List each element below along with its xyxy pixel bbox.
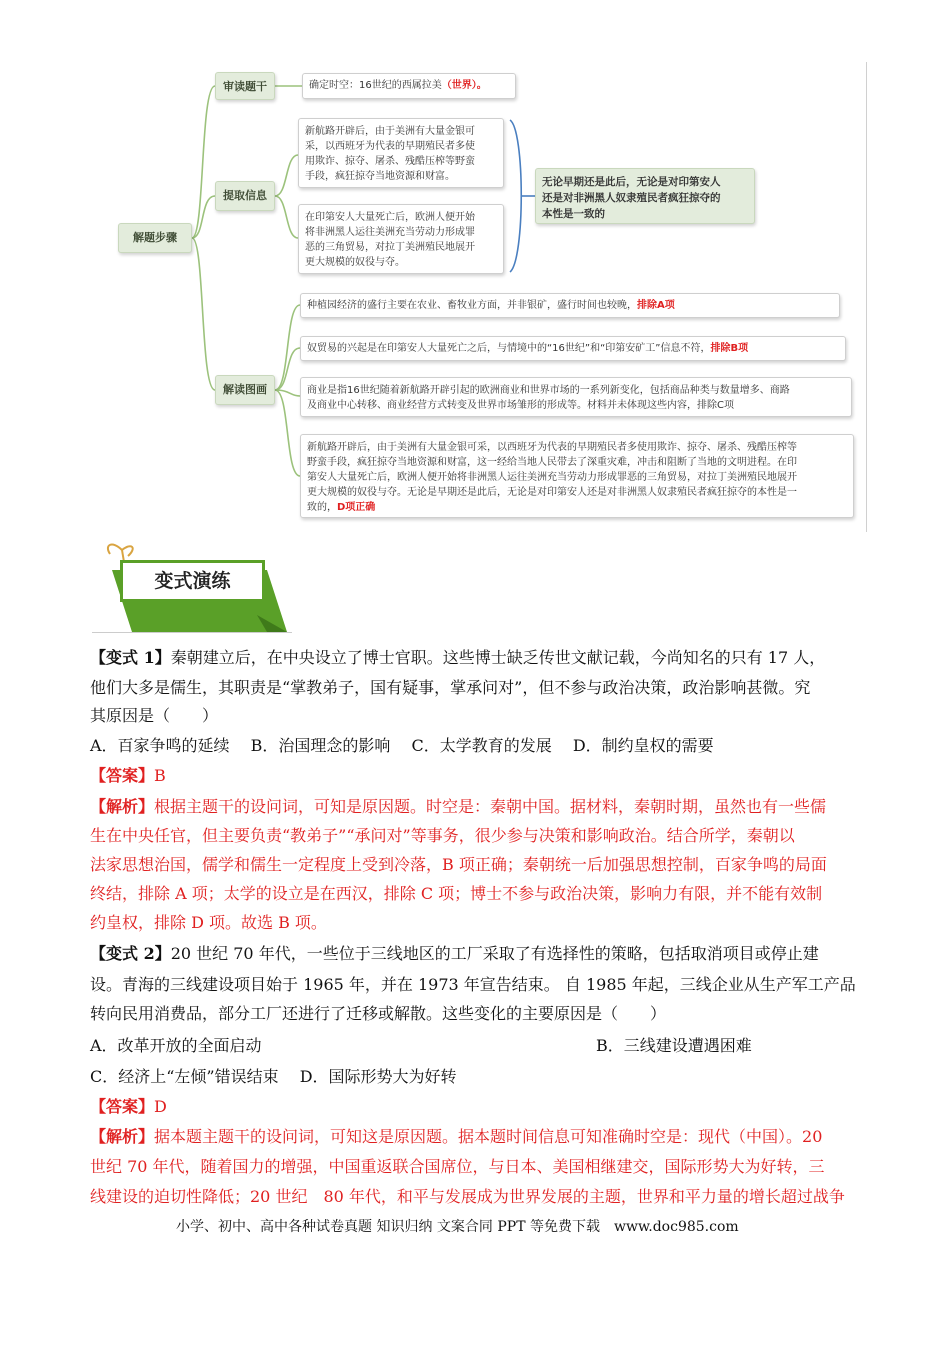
q2-answer — [90, 1097, 167, 1117]
read-text-highlight: （世界）。 — [441, 80, 487, 91]
interpret-d-line: 更大规模的奴役与夺。无论是早期还是此后，无论是对印第安人还是对非洲黑人奴隶殖民者疯狂掠夺的本性是一 — [307, 487, 797, 498]
q1-analysis-text: 根据主题干的设问词，可知是原因题。时空是：秦朝中国。据材料，秦朝时期，虽然也有一些儒 — [154, 797, 827, 816]
page-footer: 小学、初中、高中各种试卷真题 知识归纳 文案合同 PPT 等免费下载 www.doc985.com — [176, 1219, 739, 1235]
q1-answer-value: B — [154, 766, 166, 785]
q2-tag: 【变式 2】 — [90, 944, 171, 963]
mindmap-branch-extract-label: 提取信息 — [223, 189, 267, 202]
divider-line — [866, 62, 867, 532]
q2-analysis-text: 据本题主题干的设问词，可知这是原因题。据本题时间信息可知准确时空是：现代（中国）。20 — [154, 1127, 823, 1146]
mindmap-summary — [535, 168, 755, 224]
interpret-a-text: 种植园经济的盛行主要在农业、畜牧业方面，并非银矿，盛行时间也较晚， — [307, 300, 637, 311]
mind-map-diagram — [0, 0, 950, 540]
mindmap-extract-2 — [298, 204, 504, 274]
mindmap-root-label: 解题步骤 — [133, 231, 177, 244]
q2-option-b: B．三线建设遭遇困难 — [596, 1036, 752, 1055]
interpret-c-line: 商业是指16世纪随着新航路开辟引起的欧洲商业和世界市场的一系列新变化，包括商品种类与数量增多、商路 — [307, 385, 790, 396]
mindmap-interpret-c — [300, 377, 852, 417]
mindmap-extract-1 — [298, 118, 504, 188]
extract-1-line: 新航路开辟后，由于美洲有大量金银可 — [305, 126, 475, 137]
q1-options: A．百家争鸣的延续 B．治国理念的影响 C．太学教育的发展 D．制约皇权的需要 — [90, 736, 714, 755]
q1-analysis-line: 约皇权，排除 D 项。故选 B 项。 — [90, 913, 327, 932]
mindmap-root — [118, 223, 192, 253]
interpret-c-line: 及商业中心转移、商业经营方式转变及世界市场雏形的形成等。材料并未体现这些内容，排除C项 — [307, 400, 734, 411]
mindmap-branch-extract — [215, 181, 275, 211]
q1-analysis-line: 法家思想治国，儒学和儒生一定程度上受到冷落，B 项正确；秦朝统一后加强思想控制，百家争鸣的局面 — [90, 855, 827, 874]
mindmap-interpret-a — [300, 293, 840, 318]
q1-analysis-line: 终结，排除 A 项；太学的设立是在西汉，排除 C 项；博士不参与政治决策，影响力有限，并不能有效制 — [90, 884, 823, 903]
interpret-d-line: 野蛮手段，疯狂掠夺当地资源和财富，这一经给当地人民带去了深重灾难，冲击和阻断了当地的文明进程。在印 — [307, 457, 797, 468]
banner-title: 变式演练 — [120, 560, 265, 602]
mindmap-branch-interpret-label: 解读图画 — [223, 383, 267, 396]
q2-stem-line — [90, 944, 819, 964]
interpret-d-line: 第安人大量死亡后，欧洲人便开始将非洲黑人运往美洲充当劳动力形成罪恶的三角贸易，对拉丁美洲殖民地展开 — [307, 472, 797, 483]
summary-line: 无论早期还是此后，无论是对印第安人 — [542, 176, 721, 188]
q1-stem-line — [90, 648, 825, 668]
extract-2-line: 更大规模的奴役与夺。 — [305, 257, 405, 268]
interpret-b-verdict: 排除B项 — [710, 343, 749, 354]
q1-answer — [90, 766, 166, 786]
extract-2-line: 将非洲黑人运往美洲充当劳动力形成罪 — [305, 227, 475, 238]
q1-answer-tag: 【答案】 — [90, 766, 155, 785]
interpret-d-last: 致的， — [307, 502, 337, 513]
q1-stem-line: 他们大多是儒生，其职责是“掌教弟子，国有疑事，掌承问对”，但不参与政治决策，政治影响甚微。究 — [90, 678, 811, 697]
q2-analysis-tag: 【解析】 — [90, 1127, 155, 1146]
mindmap-read-text — [302, 73, 516, 99]
q2-stem-text: 20 世纪 70 年代，一些位于三线地区的工厂采取了有选择性的策略，包括取消项目或停止建 — [170, 944, 819, 963]
q1-analysis-line: 生在中央任官，但主要负责“教弟子”“承问对”等事务，很少参与决策和影响政治。结合所学，秦朝以 — [90, 826, 795, 845]
q1-stem-line: 其原因是（ ） — [90, 706, 219, 725]
mindmap-interpret-d — [300, 434, 854, 518]
extract-2-line: 在印第安人大量死亡后，欧洲人便开始 — [305, 212, 475, 223]
interpret-b-text: 奴贸易的兴起是在印第安人大量死亡之后，与情境中的“16世纪”和“印第安矿工”信息不符， — [307, 343, 711, 354]
q1-analysis-tag: 【解析】 — [90, 797, 155, 816]
interpret-d-line: 新航路开辟后，由于美洲有大量金银可采，以西班牙为代表的早期殖民者多使用欺诈、掠夺、屠杀、残酷压榨等 — [307, 442, 797, 453]
mindmap-interpret-b — [300, 336, 846, 361]
q2-option-a: A．改革开放的全面启动 — [90, 1036, 262, 1055]
q2-analysis-line — [90, 1127, 822, 1147]
mindmap-branch-read — [215, 72, 275, 100]
q1-stem-text: 秦朝建立后，在中央设立了博士官职。这些博士缺乏传世文献记载，今尚知名的只有 17 人， — [170, 648, 826, 667]
extract-1-line: 手段，疯狂掠夺当地资源和财富。 — [305, 171, 455, 182]
q2-stem-line: 转向民用消费品，部分工厂还进行了迁移或解散。这些变化的主要原因是（ ） — [90, 1004, 667, 1023]
extract-2-line: 恶的三角贸易，对拉丁美洲殖民地展开 — [305, 242, 475, 253]
summary-line: 本性是一致的 — [542, 208, 605, 220]
interpret-a-verdict: 排除A项 — [637, 300, 675, 311]
q1-tag: 【变式 1】 — [90, 648, 171, 667]
q1-analysis-line — [90, 797, 826, 817]
mindmap-branch-read-label: 审读题干 — [223, 80, 267, 93]
extract-1-line: 用欺诈、掠夺、屠杀、残酷压榨等野蛮 — [305, 156, 475, 167]
q2-options-cd: C．经济上“左倾”错误结束 D．国际形势大为好转 — [90, 1067, 457, 1086]
q2-answer-tag: 【答案】 — [90, 1097, 155, 1116]
summary-line: 还是对非洲黑人奴隶殖民者疯狂掠夺的 — [542, 192, 721, 204]
interpret-d-verdict: D项正确 — [337, 502, 376, 513]
q2-answer-value: D — [154, 1097, 167, 1116]
q2-stem-line: 设。青海的三线建设项目始于 1965 年，并在 1973 年宣告结束。 自 1985 年起，三线企业从生产军工产品 — [90, 975, 856, 994]
q2-analysis-line: 线建设的迫切性降低；20 世纪 80 年代，和平与发展成为世界发展的主题，世界和平力量的增长超过战争 — [90, 1187, 845, 1206]
mindmap-branch-interpret — [215, 375, 275, 405]
banner-underline — [92, 632, 292, 633]
read-text-main: 确定时空：16世纪的西属拉美 — [309, 80, 442, 91]
section-banner — [92, 540, 292, 635]
extract-1-line: 采，以西班牙为代表的早期殖民者多使 — [305, 141, 475, 152]
q2-analysis-line: 世纪 70 年代，随着国力的增强，中国重返联合国席位，与日本、美国相继建交，国际形势大为好转，三 — [90, 1157, 825, 1176]
